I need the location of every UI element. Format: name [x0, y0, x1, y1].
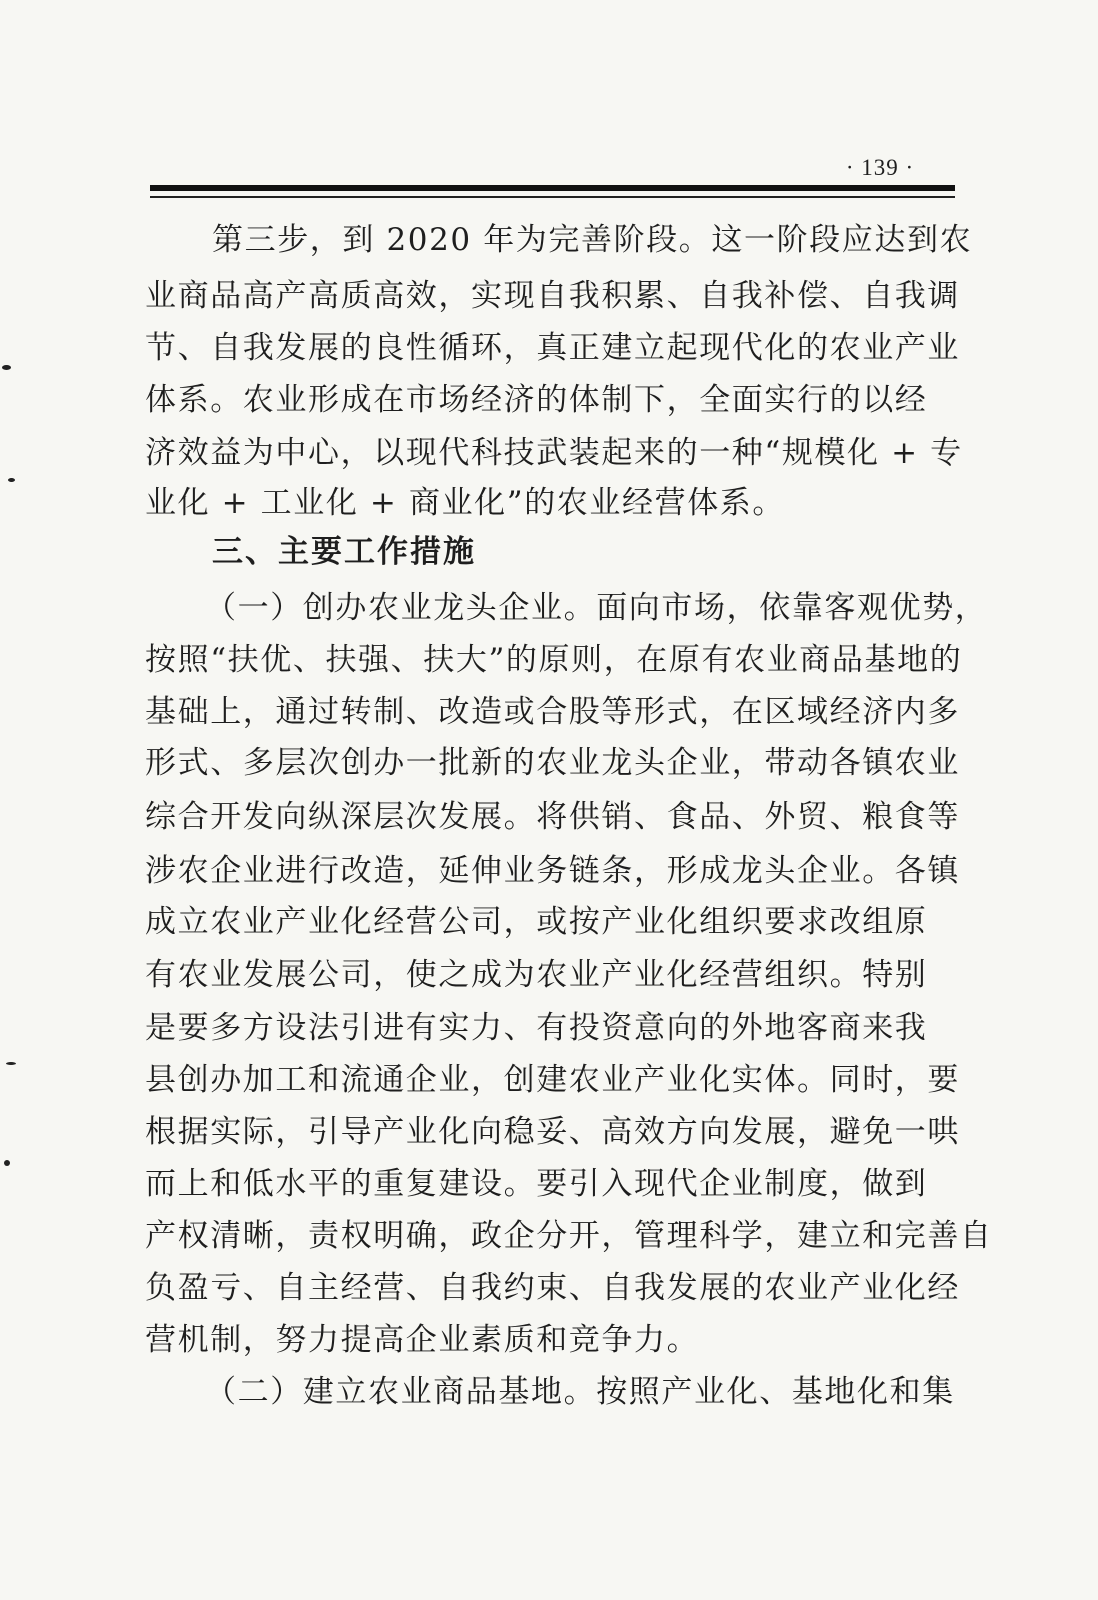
- paragraph-line: 形式、多层次创办一批新的农业龙头企业，带动各镇农业: [145, 745, 960, 781]
- paragraph-line: 业商品高产高质高效，实现自我积累、自我补偿、自我调: [145, 278, 960, 314]
- paragraph-line: 产权清晰，责权明确，政企分开，管理科学，建立和完善自: [145, 1218, 993, 1254]
- paragraph-line: 业化 + 工业化 + 商业化”的农业经营体系。: [145, 485, 786, 521]
- header-rule-thick: [150, 185, 955, 191]
- scan-speck: [8, 478, 15, 482]
- paragraph-line: （一）创办农业龙头企业。面向市场，依靠客观优势，: [205, 590, 988, 626]
- paragraph-line: 县创办加工和流通企业，创建农业产业化实体。同时，要: [145, 1062, 960, 1098]
- paragraph-line: 而上和低水平的重复建设。要引入现代企业制度，做到: [145, 1166, 928, 1202]
- paragraph-line: 综合开发向纵深层次发展。将供销、食品、外贸、粮食等: [145, 799, 960, 835]
- paragraph-line: 济效益为中心，以现代科技武装起来的一种“规模化 + 专: [145, 435, 963, 471]
- paragraph-line: 负盈亏、自主经营、自我约束、自我发展的农业产业化经: [145, 1270, 960, 1306]
- section-heading: 三、主要工作措施: [212, 534, 476, 570]
- paragraph-line: 营机制，努力提高企业素质和竞争力。: [145, 1322, 700, 1358]
- paragraph-line: 按照“扶优、扶强、扶大”的原则，在原有农业商品基地的: [145, 642, 963, 678]
- paragraph-line: 有农业发展公司，使之成为农业产业化经营组织。特别: [145, 957, 928, 993]
- paragraph-line: 第三步，到 2020 年为完善阶段。这一阶段应达到农: [212, 222, 973, 258]
- scan-speck: [6, 1062, 16, 1065]
- paragraph-line: 基础上，通过转制、改造或合股等形式，在区域经济内多: [145, 694, 960, 730]
- header-rule-thin: [150, 196, 955, 198]
- scan-speck: [4, 1160, 10, 1166]
- paragraph-line: 节、自我发展的良性循环，真正建立起现代化的农业产业: [145, 330, 960, 366]
- paragraph-line: 根据实际，引导产业化向稳妥、高效方向发展，避免一哄: [145, 1114, 960, 1150]
- scan-speck: [2, 365, 11, 370]
- paragraph-line: 是要多方设法引进有实力、有投资意向的外地客商来我: [145, 1010, 928, 1046]
- page-number: · 139 ·: [845, 155, 915, 180]
- paragraph-line: 涉农企业进行改造，延伸业务链条，形成龙头企业。各镇: [145, 853, 960, 889]
- paragraph-line: 成立农业产业化经营公司，或按产业化组织要求改组原: [145, 904, 928, 940]
- paragraph-line: 体系。农业形成在市场经济的体制下，全面实行的以经: [145, 382, 928, 418]
- paragraph-line: （二）建立农业商品基地。按照产业化、基地化和集: [205, 1374, 955, 1410]
